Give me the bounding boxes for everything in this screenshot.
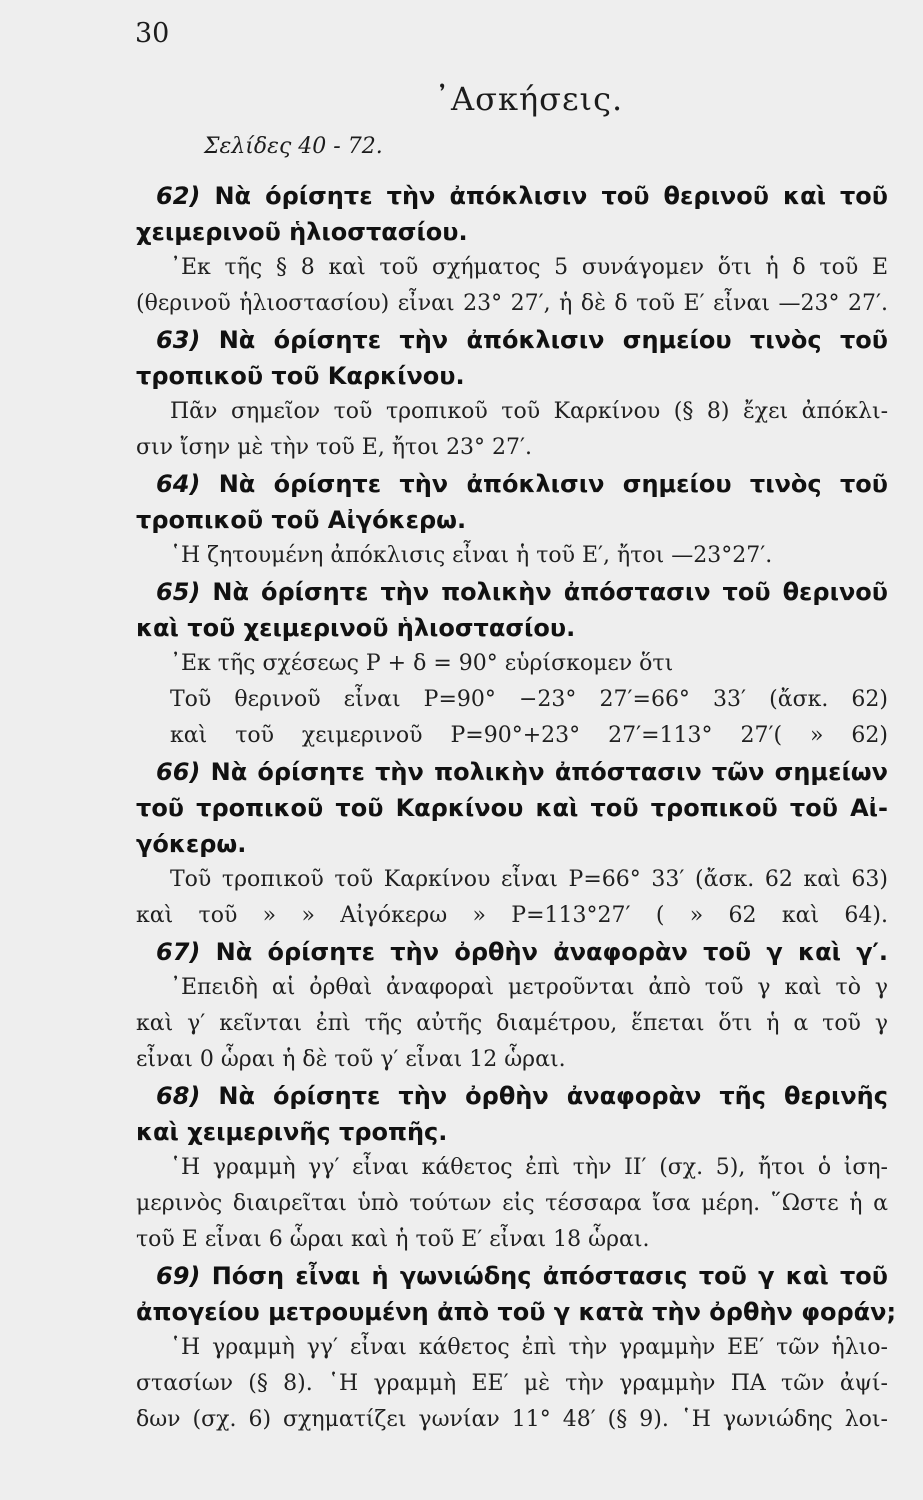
exercise-question-line	[136, 790, 888, 826]
exercise-answer-line	[136, 682, 888, 718]
exercise-question-line	[136, 1294, 897, 1330]
exercise-number: 68)	[156, 1082, 201, 1110]
page-number: 30	[135, 18, 170, 49]
line-text: Νὰ όρίσητε τὴν ἀπόκλισιν τοῦ θερινοῦ καὶ τοῦ	[214, 182, 889, 210]
line-text: εἶναι 0 ὧραι ἡ δὲ τοῦ γ′ εἶναι 12 ὧραι.	[136, 1047, 566, 1072]
exercise-answer-line	[136, 1042, 888, 1078]
exercise-answer-line	[136, 538, 888, 574]
line-text: ᾿Εκ τῆς σχέσεως Ρ + δ = 90° εὑρίσκομεν ὅτι	[170, 651, 674, 676]
exercise-question-line	[136, 358, 888, 394]
exercise-answer-line	[136, 1150, 888, 1186]
exercise-question-line	[136, 178, 888, 214]
line-text: καὶ τοῦ χειμερινοῦ ἡλιοστασίου.	[136, 614, 576, 642]
line-text: Νὰ όρίσητε τὴν πολικὴν ἀπόστασιν τῶν σημείων	[210, 758, 888, 786]
line-text: τοῦ Ε εἶναι 6 ὧραι καὶ ἡ τοῦ Ε′ εἶναι 18 ὧραι.	[136, 1227, 650, 1252]
exercise-answer-line	[136, 250, 888, 286]
exercise-question-line	[136, 502, 888, 538]
exercise-answer-line	[136, 286, 888, 322]
line-text: ᾿Εκ τῆς § 8 καὶ τοῦ σχήματος 5 συνάγομεν ὅτι ἡ δ τοῦ Ε	[170, 255, 888, 280]
line-text: στασίων (§ 8). ῾Η γραμμὴ ΕΕ′ μὲ τὴν γραμμὴν ΠΑ τῶν ἀψί-	[136, 1371, 888, 1396]
exercise-answer-line	[136, 394, 888, 430]
exercise-answer-line	[136, 1330, 888, 1366]
line-text: Πᾶν σημεῖον τοῦ τροπικοῦ τοῦ Καρκίνου (§ 8) ἔχει ἀπόκλι-	[170, 399, 888, 424]
exercise-answer-line	[136, 718, 888, 754]
exercise-answer-line	[136, 646, 888, 682]
line-text: τροπικοῦ τοῦ Αἰγόκερω.	[136, 506, 467, 534]
line-text: ῾Η ζητουμένη ἀπόκλισις εἶναι ἡ τοῦ Ε′, ἤτοι —23°27′.	[170, 543, 773, 568]
line-text: καὶ χειμερινῆς τροπῆς.	[136, 1118, 448, 1146]
exercise-question-line	[136, 1258, 888, 1294]
exercise-number: 65)	[156, 578, 201, 606]
exercise-answer-line	[136, 862, 888, 898]
line-text: (θερινοῦ ἡλιοστασίου) εἶναι 23° 27′, ἡ δὲ δ τοῦ Ε′ εἶναι —23° 27′.	[136, 291, 888, 316]
line-text: Νὰ όρίσητε τὴν ἀπόκλισιν σημείου τινὸς τοῦ	[218, 326, 888, 354]
exercises-text	[136, 178, 897, 1438]
exercise-question-line	[136, 322, 888, 358]
line-text: τοῦ τροπικοῦ τοῦ Καρκίνου καὶ τοῦ τροπικοῦ τοῦ Αἰ-	[136, 794, 888, 822]
exercise-answer-line	[136, 1222, 888, 1258]
line-text: καὶ τοῦ χειμερινοῦ Ρ=90°+23° 27′=113° 27′( » 62)	[170, 723, 888, 748]
exercise-question-line	[136, 574, 888, 610]
line-text: ᾿Επειδὴ αἱ ὀρθαὶ ἀναφοραὶ μετροῦνται ἀπὸ τοῦ γ καὶ τὸ γ	[170, 975, 888, 1000]
exercise-number: 69)	[156, 1262, 201, 1290]
line-text: Νὰ όρίσητε τὴν ἀπόκλισιν σημείου τινὸς τοῦ	[218, 470, 888, 498]
exercise-question-line	[136, 610, 888, 646]
line-text: χειμερινοῦ ἡλιοστασίου.	[136, 218, 468, 246]
exercise-answer-line	[136, 898, 888, 934]
line-text: γόκερω.	[136, 830, 247, 858]
line-text: τροπικοῦ τοῦ Καρκίνου.	[136, 362, 465, 390]
pages-reference: Σελίδες 40 - 72.	[204, 134, 383, 159]
exercise-number: 67)	[156, 938, 201, 966]
line-text: καὶ γ′ κεῖνται ἐπὶ τῆς αὐτῆς διαμέτρου, ἕπεται ὅτι ἡ α τοῦ γ	[136, 1011, 888, 1036]
exercise-question-line	[136, 214, 888, 250]
exercise-answer-line	[136, 1006, 888, 1042]
exercise-answer-line	[136, 1186, 888, 1222]
line-text: καὶ τοῦ » » Αἰγόκερω » Ρ=113°27′ ( » 62 καὶ 64).	[136, 903, 888, 928]
exercise-question-line	[136, 1078, 888, 1114]
line-text: Πόση εἶναι ἡ γωνιώδης ἀπόστασις τοῦ γ καὶ τοῦ	[211, 1262, 889, 1290]
line-text: Νὰ όρίσητε τὴν πολικὴν ἀπόστασιν τοῦ θερινοῦ	[212, 578, 888, 606]
page-title: ᾿Ασκήσεις.	[434, 80, 624, 118]
line-text: Τοῦ τροπικοῦ τοῦ Καρκίνου εἶναι Ρ=66° 33′ (ἄσκ. 62 καὶ 63)	[170, 867, 888, 892]
exercise-question-line	[136, 934, 888, 970]
exercise-number: 66)	[156, 758, 201, 786]
line-text: Τοῦ θερινοῦ εἶναι Ρ=90° −23° 27′=66° 33′ (ἄσκ. 62)	[170, 687, 888, 712]
line-text: σιν ἴσην μὲ τὴν τοῦ Ε, ἤτοι 23° 27′.	[136, 435, 533, 460]
exercise-number: 62)	[156, 182, 201, 210]
line-text: ῾Η γραμμὴ γγ′ εἶναι κάθετος ἐπὶ τὴν γραμμὴν ΕΕ′ τῶν ἡλιο-	[170, 1335, 888, 1360]
line-text: μερινὸς διαιρεῖται ὑπὸ τούτων εἰς τέσσαρα ἴσα μέρη. ῞Ωστε ἡ α	[136, 1191, 888, 1216]
exercise-answer-line	[136, 1366, 888, 1402]
line-text: Νὰ όρίσητε τὴν ὀρθὴν ἀναφορὰν τῆς θερινῆς	[218, 1082, 888, 1110]
exercise-question-line	[136, 826, 888, 862]
exercise-question-line	[136, 1114, 888, 1150]
exercise-number: 63)	[156, 326, 201, 354]
line-text: ῾Η γραμμὴ γγ′ εἶναι κάθετος ἐπὶ τὴν ΙΙ′ (σχ. 5), ἤτοι ὁ ἰση-	[170, 1155, 888, 1180]
line-text: δων (σχ. 6) σχηματίζει γωνίαν 11° 48′ (§ 9). ῾Η γωνιώδης λοι-	[136, 1407, 888, 1432]
exercise-question-line	[136, 466, 888, 502]
exercise-answer-line	[136, 970, 888, 1006]
exercise-question-line	[136, 754, 888, 790]
exercise-number: 64)	[156, 470, 201, 498]
line-text: ἀπογείου μετρουμένη ἀπὸ τοῦ γ κατὰ τὴν ὀρθὴν φοράν;	[136, 1298, 897, 1326]
exercise-answer-line	[136, 430, 888, 466]
exercise-answer-line	[136, 1402, 888, 1438]
line-text: Νὰ όρίσητε τὴν ὀρθὴν ἀναφορὰν τοῦ γ καὶ γ′.	[215, 938, 889, 966]
